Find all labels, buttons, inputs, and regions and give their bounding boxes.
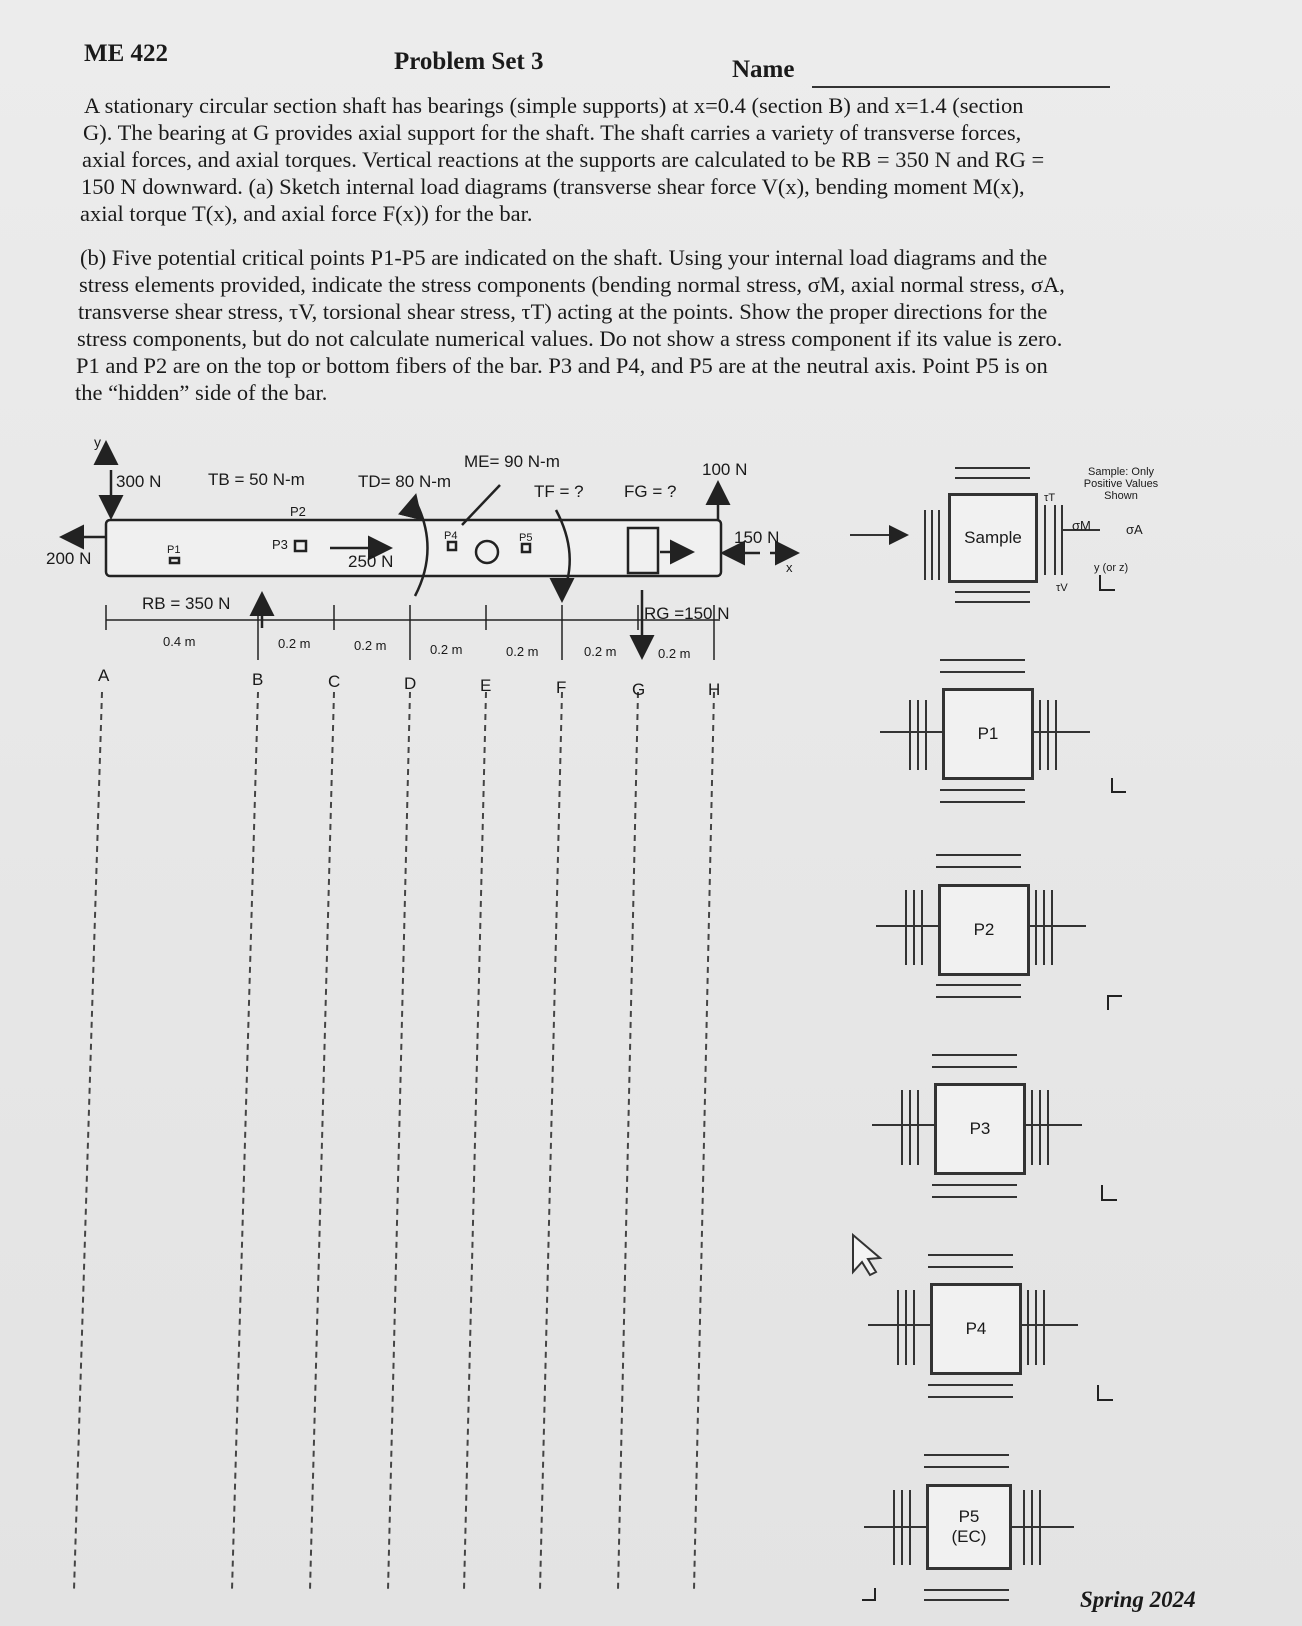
part-a-line: axial forces, and axial torques. Vertical reactions at the supports are calculated to be RB = 350 N and RG = bbox=[82, 147, 1045, 172]
part-b-line: the “hidden” side of the bar. bbox=[75, 380, 328, 405]
point-label-p5: P5 bbox=[519, 532, 533, 544]
axes-icon bbox=[1098, 1385, 1113, 1400]
spacing-label: 0.2 m bbox=[658, 646, 691, 661]
load-100-label: 100 N bbox=[702, 460, 748, 479]
cursor-icon bbox=[853, 1235, 880, 1275]
sigma-a-label: σA bbox=[1126, 522, 1143, 537]
point-label-p3: P3 bbox=[272, 537, 288, 552]
course-code: ME 422 bbox=[84, 40, 169, 67]
spacing-label: 0.2 m bbox=[506, 644, 539, 659]
stress-element-p1[interactable]: P1 bbox=[942, 688, 1034, 780]
stress-element-p2[interactable]: P2 bbox=[938, 884, 1030, 976]
section-label-c: C bbox=[328, 672, 341, 691]
moment-e-label: ME= 90 N-m bbox=[464, 452, 560, 471]
section-label-a: A bbox=[98, 666, 110, 685]
part-a-line: 150 N downward. (a) Sketch internal load diagrams (transverse shear force V(x), bending moment M(x), bbox=[81, 174, 1025, 199]
section-label-h: H bbox=[708, 680, 721, 699]
part-b-line: transverse shear stress, τV, torsional shear stress, τT) acting at the points. Show the proper directions for the bbox=[78, 299, 1048, 324]
axes-icon bbox=[862, 1588, 875, 1600]
point-label-p4: P4 bbox=[444, 530, 458, 542]
load-200-label: 200 N bbox=[46, 549, 92, 568]
spacing-label: 0.4 m bbox=[163, 634, 196, 649]
load-300-label: 300 N bbox=[116, 472, 162, 491]
torque-b-label: TB = 50 N-m bbox=[208, 470, 305, 489]
sample-note: Sample: Only Positive Values Shown bbox=[1083, 466, 1159, 502]
stress-element-sample[interactable]: Sample bbox=[948, 493, 1038, 583]
part-a-line: G). The bearing at G provides axial support for the shaft. The shaft carries a variety of transverse forces, bbox=[83, 120, 1022, 145]
part-b-line: stress elements provided, indicate the stress components (bending normal stress, σM, axial normal stress, σA, bbox=[79, 272, 1065, 297]
name-label: Name bbox=[732, 56, 795, 83]
torque-f-label: TF = ? bbox=[534, 482, 584, 501]
part-b-line: P1 and P2 are on the top or bottom fibers of the bar. P3 and P4, and P5 are at the neutral axis. Point P5 is on bbox=[76, 353, 1048, 378]
axes-icon bbox=[1108, 996, 1122, 1010]
stress-element-p5[interactable]: P5 (EC) bbox=[926, 1484, 1012, 1570]
axis-x-label: x bbox=[786, 560, 793, 575]
axes-icon bbox=[1102, 1185, 1117, 1200]
page-title: Problem Set 3 bbox=[394, 48, 544, 75]
tau-t-label: τT bbox=[1044, 492, 1056, 504]
stress-element-p3[interactable]: P3 bbox=[934, 1083, 1026, 1175]
part-a-line: A stationary circular section shaft has bearings (simple supports) at x=0.4 (section B) and x=1.4 (section bbox=[84, 93, 1024, 118]
reaction-g-label: RG =150 N bbox=[644, 604, 730, 623]
sigma-m-label: σM bbox=[1072, 518, 1091, 533]
load-250-label: 250 N bbox=[348, 552, 394, 571]
spacing-label: 0.2 m bbox=[584, 644, 617, 659]
section-label-f: F bbox=[556, 678, 567, 697]
section-label-b: B bbox=[252, 670, 264, 689]
axes-icon bbox=[1100, 575, 1115, 590]
section-label-d: D bbox=[404, 674, 417, 693]
spacing-label: 0.2 m bbox=[354, 638, 387, 653]
tau-v-label: τV bbox=[1056, 582, 1068, 594]
reaction-b-label: RB = 350 N bbox=[142, 594, 231, 613]
stress-element-p4[interactable]: P4 bbox=[930, 1283, 1022, 1375]
part-b-line: stress components, but do not calculate numerical values. Do not show a stress component if its value is zero. bbox=[77, 326, 1063, 351]
point-label-p2: P2 bbox=[290, 504, 306, 519]
load-150-label: 150 N bbox=[734, 528, 780, 547]
section-label-e: E bbox=[480, 676, 492, 695]
axes-icon bbox=[1112, 778, 1126, 792]
force-g-label: FG = ? bbox=[624, 482, 677, 501]
y-or-z-label: y (or z) bbox=[1094, 562, 1129, 574]
torque-d-label: TD= 80 N-m bbox=[358, 472, 452, 491]
part-a-line: axial torque T(x), and axial force F(x)) for the bar. bbox=[80, 201, 533, 226]
spacing-label: 0.2 m bbox=[278, 636, 311, 651]
section-label-g: G bbox=[632, 680, 646, 699]
point-label-p1: P1 bbox=[167, 544, 181, 556]
part-b-line: (b) Five potential critical points P1-P5 are indicated on the shaft. Using your internal load diagrams and the bbox=[80, 245, 1048, 270]
spacing-label: 0.2 m bbox=[430, 642, 463, 657]
axis-y-label: y bbox=[94, 434, 101, 450]
term-footer: Spring 2024 bbox=[1080, 1587, 1196, 1612]
